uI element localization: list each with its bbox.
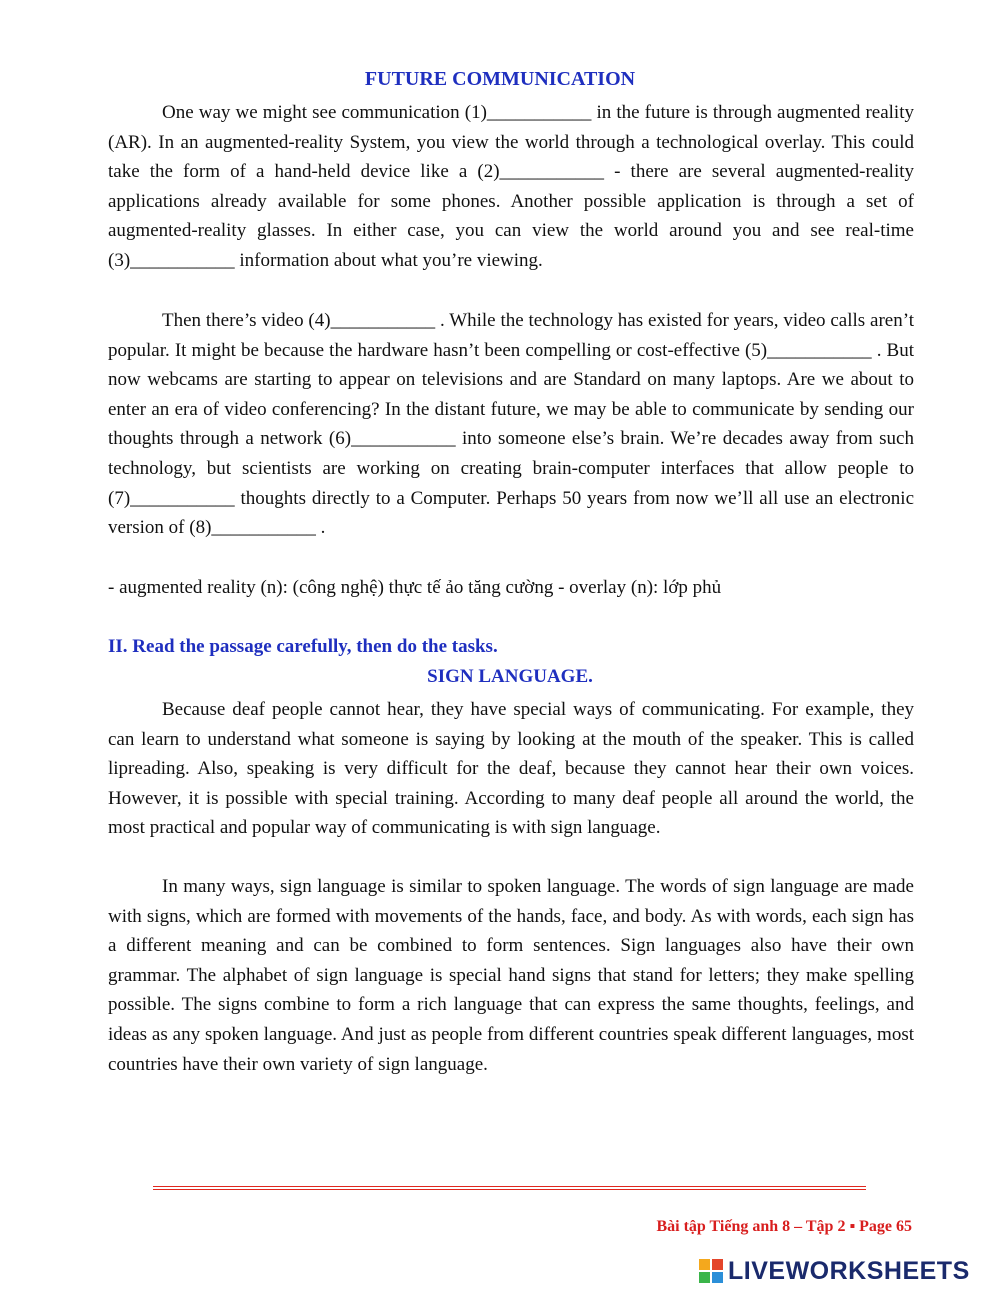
section-title-sign-language: SIGN LANGUAGE. <box>427 666 593 687</box>
future-communication-paragraph-1: One way we might see communication (1)___________ in the future is through augmented reality (AR). In an augmented-reality System, you view the world through a technological overlay. This could take the form of a hand-held device like a (2)___________ - there are several augmented-reality applications already available for some phones. Another possible application is through a set of augmented-reality glasses. In either case, you can view the world around you and see real-time (3)___________ information about what you’re viewing. <box>108 102 914 271</box>
liveworksheets-logo-icon <box>698 1258 724 1284</box>
footer-divider <box>153 1186 866 1190</box>
liveworksheets-brand-text: LIVEWORKSHEETS <box>728 1256 970 1285</box>
sign-language-paragraph-2: In many ways, sign language is similar to spoken language. The words of sign language are made with signs, which are formed with movements of the hands, face, and body. As with words, each sign has a different meaning and can be combined to form sentences. Sign languages also have their own grammar. The alphabet of sign language is special hand signs that stand for letters; they make spelling possible. The signs combine to form a rich language that can express the same thoughts, feelings, and ideas as any spoken language. And just as people from different countries speak different languages, most countries have their own variety of sign language. <box>108 876 914 1075</box>
sign-language-paragraph-1: Because deaf people cannot hear, they have special ways of communicating. For example, they can learn to understand what someone is saying by looking at the mouth of the speaker. This is called lipreading. Also, speaking is very difficult for the deaf, because they cannot hear their own voices. However, it is possible with special training. According to many deaf people all around the world, the most practical and popular way of communicating is with sign language. <box>108 699 914 839</box>
vocabulary-note: - augmented reality (n): (công nghệ) thực tế ảo tăng cường - overlay (n): lớp phủ <box>108 577 722 598</box>
section-title-future-communication: FUTURE COMMUNICATION <box>364 68 636 90</box>
section-heading-task-instructions: II. Read the passage carefully, then do the tasks. <box>108 636 498 657</box>
liveworksheets-brand[interactable] <box>698 1256 970 1286</box>
page-footer-label: Bài tập Tiếng anh 8 – Tập 2 ▪ Page 65 <box>656 1218 912 1235</box>
future-communication-paragraph-2: Then there’s video (4)___________ . While the technology has existed for years, video calls aren’t popular. It might be because the hardware hasn’t been compelling or cost-effective (5)___________ . But now webcams are starting to appear on televisions and are Standard on many laptops. Are we about to enter an era of video conferencing? In the distant future, we may be able to communicate by sending our thoughts through a network (6)___________ into someone else’s brain. We’re decades away from such technology, but scientists are working on creating brain-computer interfaces that allow people to (7)___________ thoughts directly to a Computer. Perhaps 50 years from now we’ll all use an electronic version of (8)___________ . <box>108 310 914 539</box>
